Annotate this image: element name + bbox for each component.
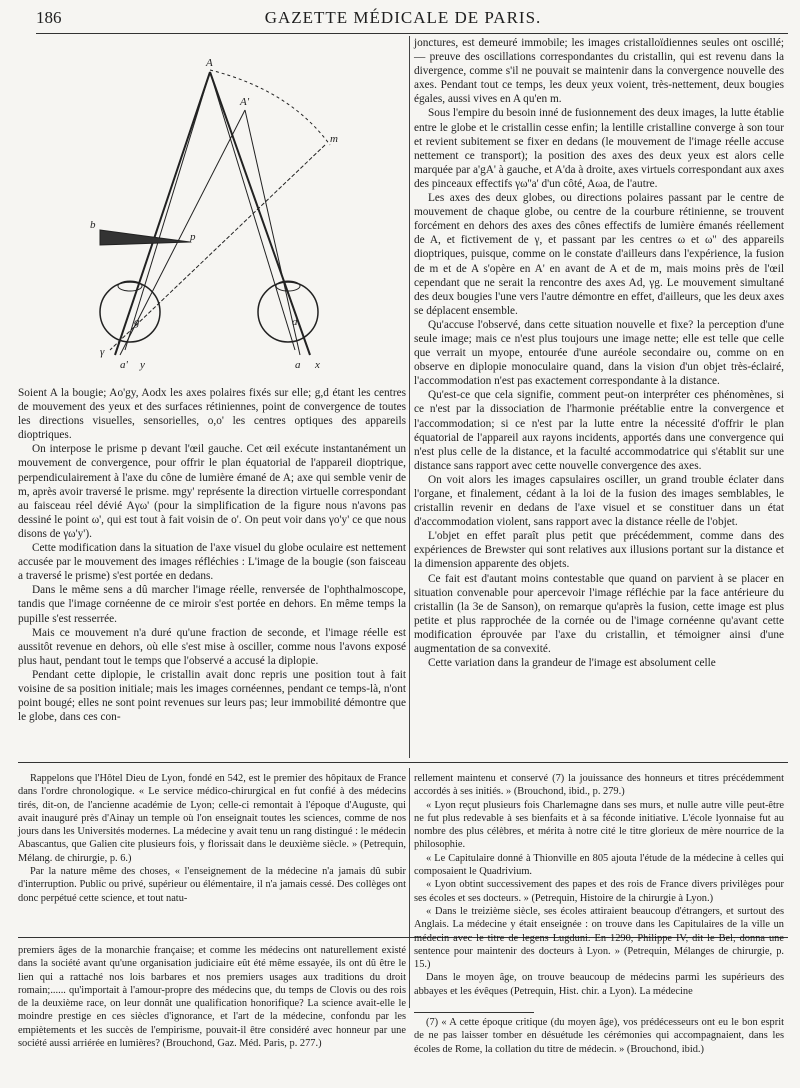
footnotes-left-bottom — [18, 944, 406, 1050]
footnotes-right — [414, 772, 784, 998]
page-number: 186 — [36, 8, 62, 27]
footnote-paragraph: Rappelons que l'Hôtel Dieu de Lyon, fondé en 542, est le premier des hôpitaux de France dans l'ordre chronologique. « Le service médico-chirurgical en fut confié à des médecins tirés, dit-on, de l'ancienne académie de Lyon; celle-ci remontait à l'époque d'Auguste, qui avait inauguré près d'Ainay un temple où l'on enseignait toutes les sciences, comme de nos jours dans les Universités modernes. La médecine y avait tenu un rang distingué : le médecin Abascantus, que Galien cite plusieurs fois, y florissait dans le deuxième siècle. » (Petrequin, Mélang. de chirurgie, p. 6.) — [18, 773, 406, 864]
optics-diagram — [60, 50, 360, 380]
paragraph: jonctures, est demeuré immobile; les images cristalloïdiennes seules ont oscillé; — preuve des oscillations correspondantes du cristallin, qui est revenu dans la divergence, comme s'il ne pouvait se maintenir dans la convergence nouvelle des axes. Pendant tout ce temps, les deux yeux voient, très-nettement, deux bougies égales, aussi vives en A qu'en m. — [414, 37, 784, 106]
footnotes-divider — [18, 762, 788, 763]
header-rule — [36, 33, 788, 34]
axis-line-right — [210, 72, 310, 355]
footnote-paragraph: Par la nature même des choses, « l'enseignement de la médecine n'a jamais dû subir d'interruption. Public ou privé, supérieur ou élémentaire, il n'a jamais cessé. Des collèges ont donc perpétué cette science, et tout natu- — [18, 866, 406, 904]
prism-shape — [100, 230, 190, 245]
paragraph: Pendant cette diplopie, le cristallin avait donc repris une position tout à fait voisine de sa position initiale; mais les images cornéennes, pendant ce temps-là, n'ont point bougé; elles ne sont point revenues sur leurs pas; leur immobilité démontre que le globe, dans ces con- — [18, 668, 406, 724]
paragraph: Les axes des deux globes, ou directions polaires passant par le centre de mouvement de chaque globe, ou centre de la courbure rétinienne, se trouvent forcément en dehors des axes des cônes effectifs de lumière émanés réellement de A, et fictivement de γ, et passant par les centres ω et ω'' des appareils dioptriques, puisque, comme on le constate d'ailleurs dans l'expérience, la fusion de m et de A s'opère en A' en avant de A et de m, mais moins près de l'œil cependant que ne serait la rencontre des axes Ad, γg. Le mouvement simultané des deux bougies l'une vers l'autre démontre en effet, d'ailleurs, que les deux axes se déplacent ensemble. — [414, 192, 784, 317]
paragraph: Ce fait est d'autant moins contestable que quand on parvient à se placer en situation convenable pour apercevoir l'image réfléchie par la face antérieure du cristallin (la 3e de Sanson), on remarque qu'après la fusion, cette image est plus petite et plus rapprochée de la cornée ou de l'image cornéenne qu'avant cette modification éprouvée par l'axe du cristallin, et témoigner ainsi d'une augmentation de sa convexité. — [414, 572, 784, 656]
optics-diagram-svg — [60, 50, 360, 380]
footnote-paragraph: rellement maintenu et conservé (7) la jouissance des honneurs et titres précédemment accordés à ses initiés. » (Brouchond, ibid., p. 279.) — [414, 773, 784, 798]
axis-line-left — [115, 72, 210, 355]
paragraph: Sous l'empire du besoin inné de fusionnement des deux images, la lutte établie entre le globe et le cristallin cesse enfin; la lentille cristalline converge à son tour et revient subitement se fixer en dedans (le mouvement de l'image réelle accuse nettement ce transport); la position des axes des deux yeux est alors celle marquée par a'gA' à gauche, et A'da à droite, axes virtuels correspondant aux axes des pinceaux effectifs γω''a' d'un côté, Aωa, de l'autre. — [414, 107, 784, 190]
paragraph: Qu'accuse l'observé, dans cette situation nouvelle et fixe? la perception d'une seule image; mais ce n'est plus toujours une image nette; elle est telle que celle que verrait un myope, entourée d'une auréole secondaire ou, comme on en observe en diplopie monoculaire quand, dans la vision d'un objet très-éclairé, l'accommodation n'est pas exactement correspondante à la distance. — [414, 318, 784, 388]
paragraph: Cette variation dans la grandeur de l'image est absolument celle — [428, 657, 716, 670]
label-gamma: γ — [100, 346, 105, 358]
label-g: g — [134, 316, 140, 328]
paragraph: Dans le même sens a dû marcher l'image réelle, renversée de l'ophthalmoscope, tandis que l'image cornéenne de ce miroir s'est portée en dehors. En même temps la pupille s'est resserrée. — [18, 584, 406, 625]
footnote-paragraph: « Lyon reçut plusieurs fois Charlemagne dans ses murs, et nulle autre ville peut-être ne fut plus redevable à ses bienfaits et à sa féconde initiative. L'école lyonnaise fut au nombre des plus célèbres, et mérita à notre cité le titre glorieux de mère nourrice de la philosophie. — [414, 799, 784, 851]
left-column-text — [18, 386, 406, 724]
footnote-paragraph: « Le Capitulaire donné à Thionville en 805 ajouta l'étude de la médecine à celles qui composaient le Quadrivium. — [414, 852, 784, 878]
label-x: x — [315, 359, 320, 371]
running-title: GAZETTE MÉDICALE DE PARIS. — [264, 8, 542, 27]
label-d: d — [292, 316, 298, 328]
label-y: y — [140, 359, 145, 371]
label-A-prime: A' — [240, 96, 250, 108]
paragraph: Cette modification dans la situation de l'axe visuel du globe oculaire est nettement accusée par le mouvement des images réfléchies : L'image de la bougie (son faisceau a traversé le prisme) s'est portée en dedans. — [18, 542, 406, 583]
label-p: p — [190, 231, 196, 243]
footnote-paragraph: (7) « A cette époque critique (du moyen âge), vos prédécesseurs ont eu le bon esprit de ne pas laisser tomber en désuétude les cérémonies qui accompagnaient, dans les écoles de Rome, la collation du titre de médecin. » (Brouchond, ibid.) — [414, 1017, 784, 1055]
footnotes-column-rule — [409, 768, 410, 1008]
label-A: A — [206, 57, 213, 69]
footnote-paragraph: « Lyon obtint successivement des papes et des rois de France divers privilèges pour ses écoles et ses docteurs. » (Petrequin, Histoire de la chirurgie à Lyon.) — [414, 879, 784, 904]
footnote-7 — [414, 1016, 784, 1056]
label-a: a — [295, 359, 301, 371]
page-header — [18, 8, 788, 36]
arc-line — [210, 70, 330, 145]
footnote-paragraph: « Dans le treizième siècle, ses écoles attiraient beaucoup d'étrangers, et surtout des Anglais. La médecine y était enseignée : on trouve dans les Capitulaires de la ville un médecin avec le titre de legens Lugduni. En 1290, Philippe IV, dit le Bel, donna une sentence pour maintenir des docteurs à Lyon. » (Petrequin, Mélanges de chirurgie, p. 15.) — [414, 905, 784, 971]
label-a-prime: a' — [120, 359, 128, 371]
footnote-paragraph: Dans le moyen âge, on trouve beaucoup de médecins parmi les supérieurs des abbayes et les évêques (Petrequin, Hist. chir. a Lyon). La médecine — [414, 972, 784, 997]
right-column-text — [414, 36, 784, 670]
label-m: m — [330, 133, 338, 145]
paragraph: Qu'est-ce que cela signifie, comment peut-on interpréter ces phénomènes, si ce n'est par la dissociation de l'harmonie préétablie entre la convergence et l'accommodation; si ce n'est par la lutte entre la nécessité d'offrir le plan équatorial de l'appareil aux rayons incidents, apportés dans une convergence qui n'est plus celle de la distance, et la faculté accommodatrice qui s'établit sur une distance sans rapport avec cette nouvelle convergence des axes. — [414, 389, 784, 472]
paragraph: Soient A la bougie; Ao'gy, Aodx les axes polaires fixés sur elle; g,d étant les centres de mouvement des yeux et des surfaces rétiniennes, point de convergence de toutes les directions visuelles, sensorielles, o,o' les centres optiques des appareils dioptriques. — [18, 387, 406, 442]
footnotes-left-top — [18, 772, 406, 905]
paragraph: Mais ce mouvement n'a duré qu'une fraction de seconde, et l'image réelle est aussitôt revenue en dehors, où elle s'est mise à osciller, comme nous l'avons exposé plus haut, pendant tout le temps que l'observé a accusé la diplopie. — [18, 626, 406, 667]
axis-line-right-2 — [210, 72, 295, 350]
paragraph: L'objet en effet paraît plus petit que précédemment, comme dans des expériences de Brewster qui sont relatives aux illusions portant sur la distance et la dimension apparente des objets. — [414, 530, 784, 571]
paragraph: On interpose le prisme p devant l'œil gauche. Cet œil exécute instantanément un mouvement de convergence, pour offrir le plan équatorial de l'appareil dioptrique, perpendiculairement à l'axe du cône de lumière émané de A; axe qui semble venir de m, après avoir traversé le prisme. mgy' représente la direction virtuelle correspondant au faisceau réel dévié Aγω' (pour la simplification de la figure nous n'avons pas dessiné le point ω', qui est tout à fait voisin de o'. On peut voir dans γo'y' ce que nous disons de γω'y'). — [18, 443, 406, 540]
footnote-7-rule — [414, 1012, 534, 1013]
column-rule — [409, 36, 410, 758]
label-b: b — [90, 219, 96, 231]
footnote-paragraph: premiers âges de la monarchie française; et comme les médecins ont naturellement existé dans la société avant qu'une organisation judiciaire eût été même essayée, ils ont dû être le lien qui a rattaché nos lois barbares et nos premiers usages aux traditions du droit romain;...... qu'importait à l'amour-propre des médecins que, du temps de Clovis ou des rois de la deuxième race, on leur donnât une qualification honorifique? La science avait-elle le moindre prestige en ces siècles d'ignorance, et l'art de la médecine, confondu par les empiètements et les succès de l'empirisme, pouvait-il être considéré avec honneur par une société aussi arriérée en lumières? (Brouchond, Gaz. Méd. Paris, p. 277.) — [18, 945, 406, 1050]
paragraph: On voit alors les images capsulaires osciller, un grand trouble éclater dans l'organe, et finalement, cédant à la loi de la fusion des images semblables, le cristallin revenir en dedans de l'axe visuel et se constituer dans un état d'accommodation violent, sans rapport avec la distance réelle de l'objet. — [414, 473, 784, 529]
axis-line-left-2 — [125, 72, 210, 350]
